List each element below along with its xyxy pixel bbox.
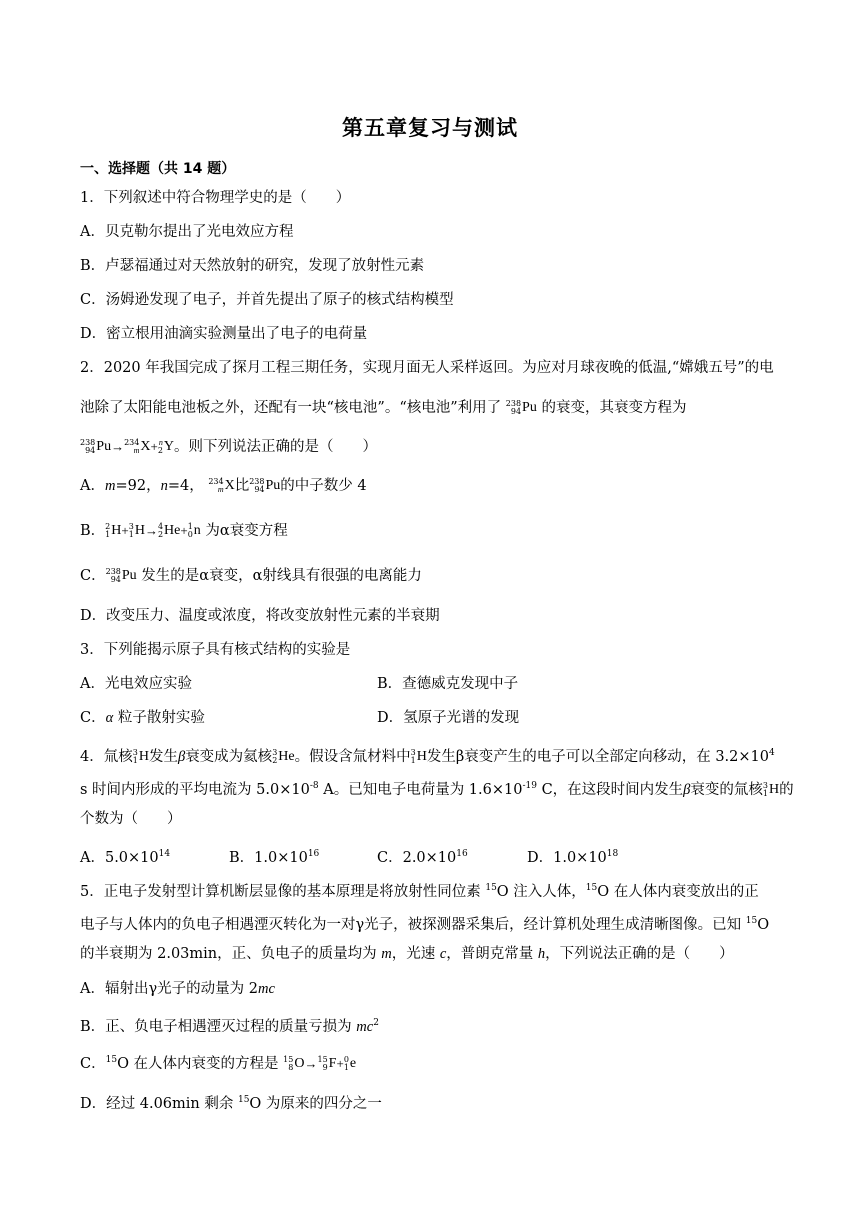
nuclide-pu238: 238 94 Pu xyxy=(505,399,537,416)
q2-stem-line1: 2．2020 年我国完成了探月工程三期任务，实现月面无人采样返回。为应对月球夜晚的低温,“嫦娥五号”的电 xyxy=(80,360,774,376)
nuclide-n1: 1 0 n xyxy=(187,522,201,539)
q2-stem-text: 的衰变，其衰变方程为 xyxy=(541,400,687,416)
nuclide-positron: 0 1 e xyxy=(343,1054,357,1072)
q5-option-a[interactable]: A．辐射出γ光子的动量为 2mc xyxy=(80,981,275,997)
nuclide-pu238: 238 94 Pu xyxy=(249,477,281,494)
arrow-symbol: → xyxy=(144,523,158,538)
q3-option-a[interactable]: A．光电效应实验 xyxy=(80,676,192,692)
q4-option-b[interactable]: B．$1.0\times 10^{16}$ xyxy=(229,849,320,866)
page-title: 第五章复习与测试 xyxy=(342,116,518,140)
nuclide-he4: 4 2 He xyxy=(157,522,181,539)
q3-option-c[interactable]: C．α 粒子散射实验 xyxy=(80,710,205,726)
nuclide-pu238: 238 94 Pu xyxy=(80,438,112,455)
q4-option-d[interactable]: D．$1.0\times 10^{18}$ xyxy=(527,849,619,866)
nuclide-h3: 3 1 H xyxy=(410,747,427,765)
q4-option-a[interactable]: A．$5.0\times 10^{14}$ xyxy=(80,849,171,866)
q2-option-d[interactable]: D．改变压力、温度或浓度，将改变放射性元素的半衰期 xyxy=(80,608,440,624)
q5-stem-line1: 5．正电子发射型计算机断层显像的基本原理是将放射性同位素 $^{15}$O 注入人体，$^{15}$O 在人体内衰变放出的正 xyxy=(80,883,759,900)
nuclide-h3: 3 1 H xyxy=(762,780,780,798)
q4-stem-line2: s 时间内形成的平均电流为 $5.0\times 10^{-8}$ A。已知电子电荷量为 $1.6\times 10^{-19}$ C，在这段时间内发生β衰变的氚核 3 1 H 的 xyxy=(80,780,794,798)
arrow-symbol: → xyxy=(111,439,125,454)
q2-option-a[interactable]: A．m=92，n=4， 234 m X 比 238 94 Pu 的中子数少 4 xyxy=(80,477,367,494)
q1-option-d[interactable]: D．密立根用油滴实验测量出了电子的电荷量 xyxy=(80,326,368,342)
q2-equation-line xyxy=(80,437,377,457)
q2-stem-text: 。则下列说法正确的是（ ） xyxy=(174,439,378,455)
plus-symbol: + xyxy=(150,439,158,454)
q5-option-b[interactable]: B．正、负电子相遇湮灭过程的质量亏损为 $mc^2$ xyxy=(80,1018,379,1035)
q4-stem-line3: 个数为（ ） xyxy=(80,811,182,827)
q3-option-d[interactable]: D．氢原子光谱的发现 xyxy=(377,710,520,726)
q3-option-b[interactable]: B．查德威克发现中子 xyxy=(377,676,519,692)
nuclide-y: n 2 Y xyxy=(157,438,175,455)
nuclide-he3: 3 2 He xyxy=(272,747,295,765)
q1-option-b[interactable]: B．卢瑟福通过对天然放射的研究，发现了放射性元素 xyxy=(80,258,425,274)
q1-option-c[interactable]: C．汤姆逊发现了电子，并首先提出了原子的核式结构模型 xyxy=(80,292,454,308)
nuclide-o15: 15 8 O xyxy=(283,1054,305,1072)
section-heading: 一、选择题（共 14 题） xyxy=(80,161,236,177)
q4-option-c[interactable]: C．$2.0\times 10^{16}$ xyxy=(377,849,468,866)
nuclide-h2: 2 1 H xyxy=(105,522,122,539)
q5-option-d[interactable]: D．经过 4.06min 剩余 $^{15}$O 为原来的四分之一 xyxy=(80,1095,382,1112)
arrow-symbol: → xyxy=(304,1055,318,1071)
q1-option-a[interactable]: A．贝克勒尔提出了光电效应方程 xyxy=(80,224,294,240)
nuclide-h3: 3 1 H xyxy=(132,747,149,765)
q4-stem-line1: 4．氚核 3 1 H 发生β衰变成为氦核 3 2 He 。假设含氚材料中 3 1 H 发生β衰变产生的电子可以全部定向移动，在 $3.2\times 10^4$ xyxy=(80,747,775,765)
nuclide-x: 234 m X xyxy=(208,477,235,494)
q5-stem-line2: 电子与人体内的负电子相遇湮灭转化为一对γ光子，被探测器采集后，经计算机处理生成清晰图像。已知 $^{15}$O xyxy=(80,916,770,933)
q2-stem-line2 xyxy=(80,398,686,418)
nuclide-h3: 3 1 H xyxy=(128,522,145,539)
q2-stem-text: 池除了太阳能电池板之外，还配有一块“核电池”。“核电池”利用了 xyxy=(80,400,502,416)
q1-stem: 1．下列叙述中符合物理学史的是（ ） xyxy=(80,190,351,206)
plus-symbol: + xyxy=(336,1055,344,1071)
nuclide-pu238: 238 94 Pu xyxy=(105,567,137,584)
q5-option-c[interactable]: C．$^{15}$O 在人体内衰变的方程是 15 8 O → 15 9 F + 0 1 e xyxy=(80,1054,357,1072)
nuclide-f15: 15 9 F xyxy=(317,1054,337,1072)
nuclide-x: 234 m X xyxy=(124,438,151,455)
q2-option-c[interactable]: C． 238 94 Pu 发生的是α衰变，α射线具有很强的电离能力 xyxy=(80,567,422,584)
plus-symbol: + xyxy=(121,523,129,538)
q3-stem: 3．下列能揭示原子具有核式结构的实验是 xyxy=(80,642,351,658)
q2-option-b[interactable]: B． 2 1 H + 3 1 H → 4 2 He + 1 0 n 为α衰变方程 xyxy=(80,522,288,539)
q5-stem-line3: 的半衰期为 2.03min，正、负电子的质量均为 m，光速 c，普朗克常量 h，下列说法正确的是（ ） xyxy=(80,946,734,962)
plus-symbol: + xyxy=(180,523,188,538)
